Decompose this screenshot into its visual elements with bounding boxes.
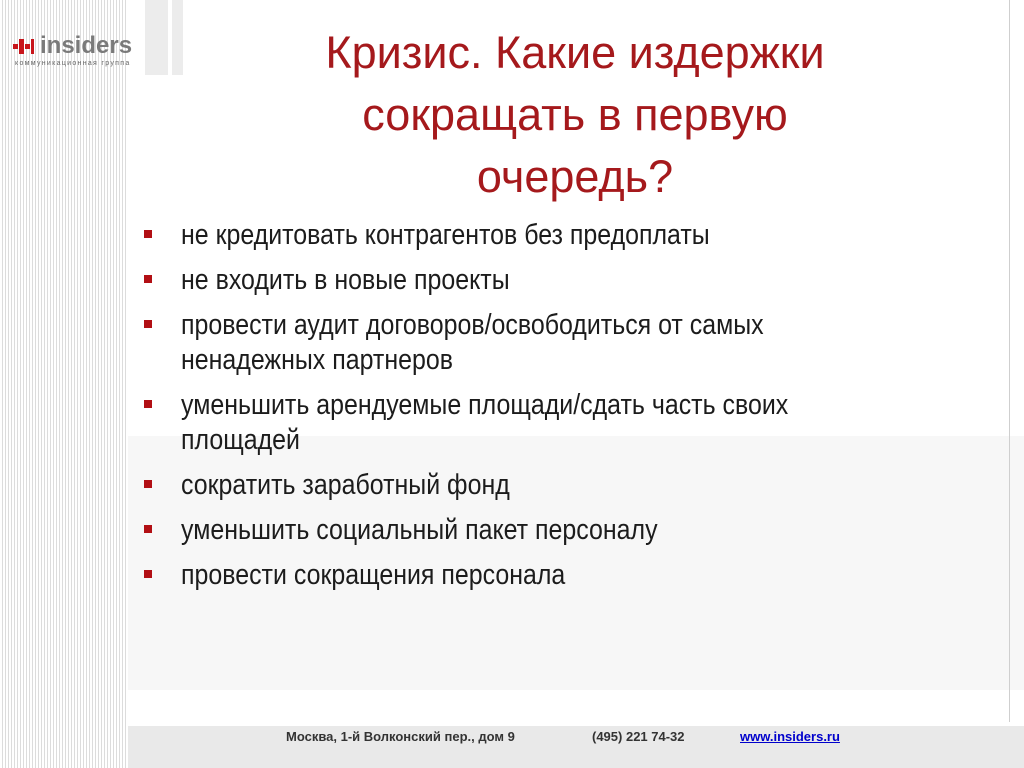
decorative-stripes [0, 0, 128, 768]
bullet-square-icon [144, 400, 152, 408]
right-edge-line [1009, 0, 1010, 722]
bullet-square-icon [144, 480, 152, 488]
list-item-text: сократить заработный фонд [181, 469, 510, 501]
logo-tagline: коммуникационная группа [15, 60, 131, 67]
list-item [140, 468, 1000, 503]
title-line: Кризис. Какие издержки [325, 27, 825, 78]
title-line: очередь? [476, 151, 674, 202]
bullet-square-icon [144, 570, 152, 578]
title-line: сокращать в первую [362, 89, 788, 140]
decorative-bars [145, 0, 185, 75]
company-logo [13, 34, 133, 74]
logo-mark-icon [13, 36, 39, 58]
bullet-list [140, 218, 1000, 603]
bullet-square-icon [144, 275, 152, 283]
list-item [140, 218, 1000, 253]
list-item [140, 388, 1000, 458]
footer-phone: (495) 221 74-32 [592, 729, 685, 744]
list-item-text: не входить в новые проекты [181, 264, 510, 296]
list-item-text: площадей [181, 424, 300, 456]
list-item [140, 513, 1000, 548]
bullet-square-icon [144, 230, 152, 238]
list-item [140, 263, 1000, 298]
list-item-text: уменьшить арендуемые площади/сдать часть своих [181, 389, 789, 421]
footer-address: Москва, 1-й Волконский пер., дом 9 [286, 729, 515, 744]
list-item-text: провести сокращения персонала [181, 559, 566, 591]
list-item-text: уменьшить социальный пакет персоналу [181, 514, 658, 546]
bullet-square-icon [144, 525, 152, 533]
footer-website-link[interactable]: www.insiders.ru [740, 729, 840, 744]
list-item [140, 308, 1000, 378]
list-item-text: ненадежных партнеров [181, 344, 453, 376]
logo-wordmark: insiders [40, 32, 133, 59]
slide-title [180, 22, 970, 208]
list-item-text: провести аудит договоров/освободиться от самых [181, 309, 764, 341]
list-item-text: не кредитовать контрагентов без предоплаты [181, 219, 710, 251]
bullet-square-icon [144, 320, 152, 328]
list-item [140, 558, 1000, 593]
